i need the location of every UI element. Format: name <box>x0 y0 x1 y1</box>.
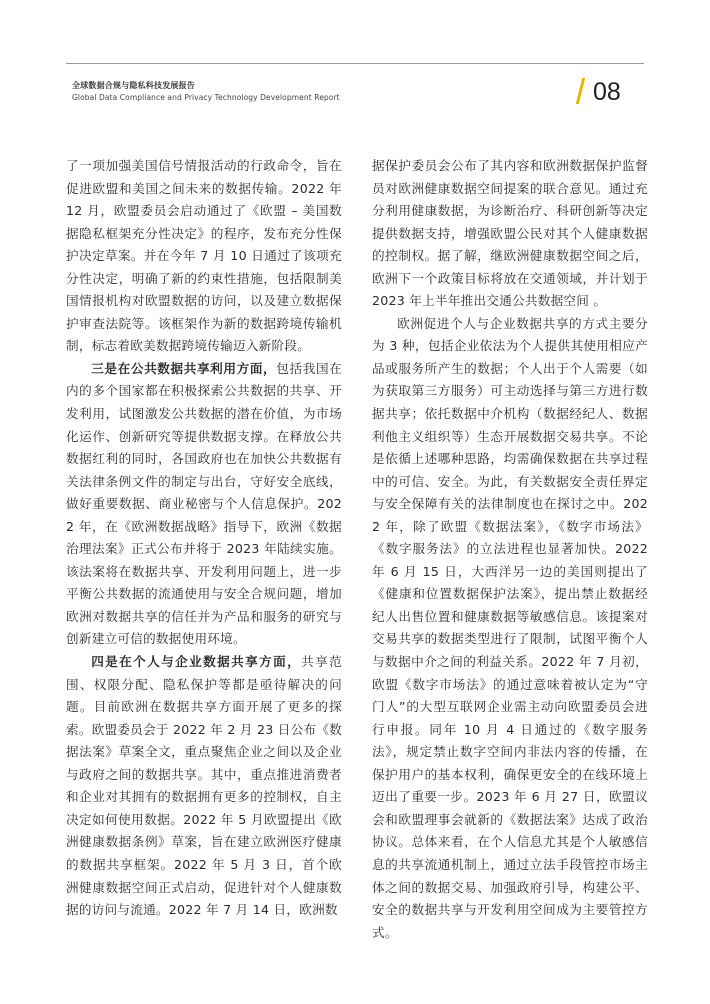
left-column <box>66 155 342 922</box>
paragraph-data-sharing-methods: 欧洲促进个人与企业数据共享的方式主要分为 3 种，包括企业依法为个人提供其使用相应产品或服务所产生的数据；个人出于个人需要（如为获取第三方服务）可主动选择与第三方进行数据共享；依托数据中介机构（数据经纪人、数据利他主义组织等）生态开展数据交易共享。不论是依循上述哪种思路，均需确保数据在共享过程中的可信、安全。为此，有关数据安全责任界定与安全保障有关的法律制度也在探讨之中。2022 年，除了欧盟《数据法案》，《数字市场法》《数字服务法》的立法进程也显著加快。2022 年 6 月 15 日，大西洋另一边的美国则提出了《健康和位置数据保护法案》，提出禁止数据经纪人出售位置和健康数据等敏感信息。该提案对交易共享的数据类型进行了限制，试图平衡个人与数据中介之间的利益关系。2022 年 7 月初，欧盟《数字市场法》的通过意味着被认定为“守门人”的大型互联网企业需主动向欧盟委员会进行申报。同年 10 月 4 日通过的《数字服务法》，规定禁止数字空间内非法内容的传播，在保护用户的基本权利，确保更安全的在线环境上迈出了重要一步。2023 年 6 月 27 日，欧盟议会和欧盟理事会就新的《数据法案》达成了政治协议。总体来看，在个人信息尤其是个人敏感信息的共享流通机制上，通过立法手段管控市场主体之间的数据交易、加强政府引导，构建公平、安全的数据共享与开发利用空间成为主要管控方式。 <box>372 315 648 940</box>
lead-personal-enterprise-data: 四是在个人与企业数据共享方面， <box>91 654 302 670</box>
body-public-data: 包括我国在内的多个国家都在积极探索公共数据的共享、开发利用，试图激发公共数据的潜在价值，为市场化运作、创新研究等提供数据支撑。在释放公共数据红利的同时，各国政府也在加快公共数据有关法律条例文件的制定与出台，守好安全底线，做好重要数据、商业秘密与个人信息保护。2022 年，在《欧洲数据战略》指导下，欧洲《数据治理法案》正式公布并将于 2023 年陆续实施。该法案将在数据共享、开发利用问题上，进一步平衡公共数据的流通使用与安全合规问题，增加欧洲对数据共享的信任并为产品和服务的研究与创新建立可信的数据使用环境。 <box>66 360 343 647</box>
paragraph-intro-continued: 了一项加强美国信号情报活动的行政命令，旨在促进欧盟和美国之间未来的数据传输。2022 年 12 月，欧盟委员会启动通过了《欧盟 – 美国数据隐私框架充分性决定》的程序，发布充分性保护决定草案。并在今年 7 月 10 日通过了该项充分性决定，明确了新的约束性措施，包括限制美国情报机构对欧盟数据的访问，以及建立数据保护审查法院等。该框架作为新的数据跨境传输机制，标志着欧美数据跨境传输迈入新阶段。 <box>66 158 342 354</box>
report-title: 全球数据合规与隐私科技发展报告 <box>72 81 195 90</box>
paragraph-public-data <box>66 358 342 651</box>
paragraph-personal-enterprise-data <box>66 651 342 922</box>
accent-slash <box>576 78 585 104</box>
paragraph-health-data-continued: 据保护委员会公布了其内容和欧洲数据保护监督员对欧洲健康数据空间提案的联合意见。通过充分利用健康数据，为诊断治疗、科研创新等决定提供数据支持，增强欧盟公民对其个人健康数据的控制权。据了解，继欧洲健康数据空间之后，欧洲下一个政策目标将放在交通领域，并计划于 2023 年上半年推出交通公共数据空间 。 <box>372 158 648 309</box>
page-number: 08 <box>593 78 621 106</box>
report-subtitle: Global Data Compliance and Privacy Technology Development Report <box>72 93 340 102</box>
body-personal-enterprise-data: 共享范围、权限分配、隐私保护等都是亟待解决的问题。目前欧洲在数据共享方面开展了更多的探索。欧盟委员会于 2022 年 2 月 23 日公布《数据法案》草案全文，重点聚焦企业之间以及企业与政府之间的数据共享。其中，重点推进消费者和企业对其拥有的数据拥有更多的控制权，自主决定如何使用数据。2022 年 5 月欧盟提出《欧洲健康数据条例》草案，旨在建立欧洲医疗健康的数据共享框架。2022 年 5 月 3 日，首个欧洲健康数据空间正式启动，促进针对个人健康数据的访问与流通。2022 年 7 月 14 日，欧洲数 <box>66 654 343 918</box>
header-divider <box>66 63 644 64</box>
right-column <box>372 155 648 944</box>
lead-public-data: 三是在公共数据共享利用方面， <box>91 360 277 376</box>
